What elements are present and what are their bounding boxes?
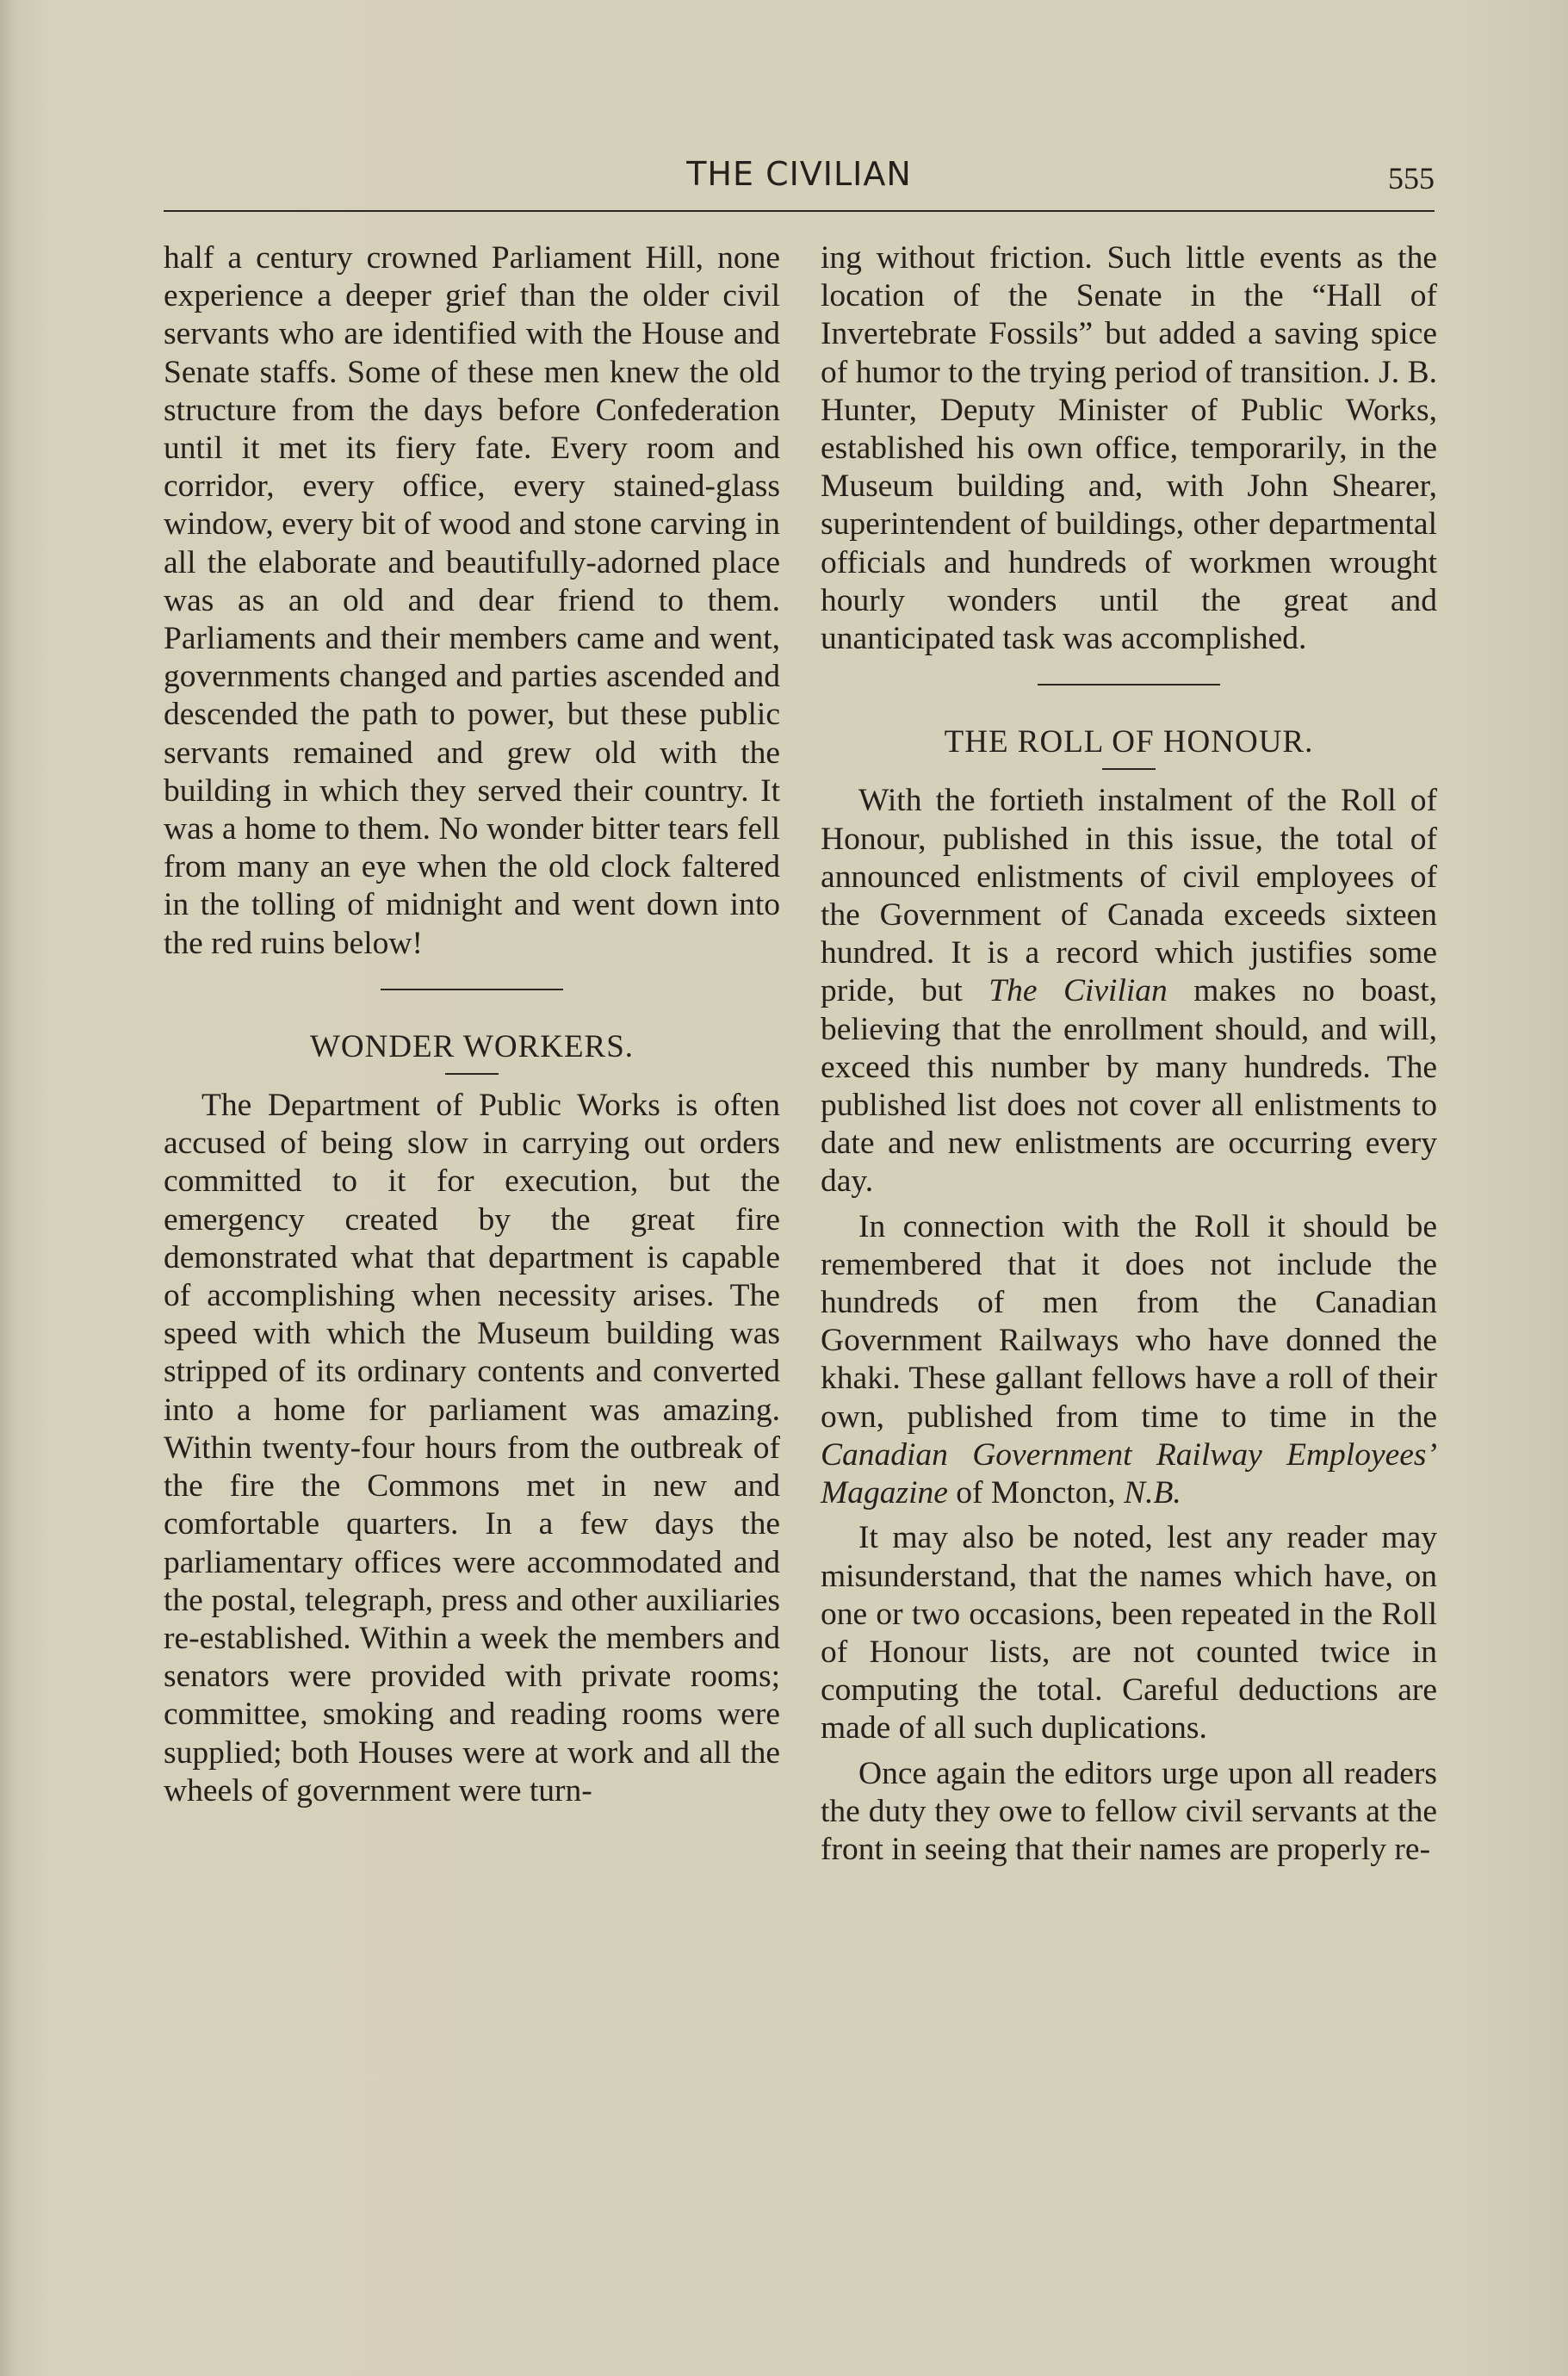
section-heading-wonder-workers: WONDER WORKERS.: [309, 1028, 635, 1064]
text-run: makes no boast, believing that the enrollment should, and will, exceed this number by many hundreds. The published list does not cover all enlistments to date and new enlistments are occurring every day.: [821, 973, 1437, 1200]
roll-paragraph-4: Once again the editors urge upon all readers the duty they owe to fellow civil servants at the front in seeing that their names are properly re-: [821, 1755, 1437, 1867]
header-rule: [164, 210, 1435, 212]
wonder-workers-paragraph: The Department of Public Works is often accused of being slow in carrying out orders committed to it for execution, but the emergency created by the great fire demonstrated what that department is capable of accomplishing when necessity arises. The speed with which the Museum building was stripped of its ordinary contents and converted into a home for parliament was amazing. Within twenty-four hours from the outbreak of the fire the Commons met in new and comfortable quarters. In a few days the parliamentary offices were accommodated and the postal, telegraph, press and other auxiliaries re-established. Within a week the members and senators were provided with private rooms; committee, smoking and reading rooms were supplied; both Houses were at work and all the wheels of government were turn-: [164, 1088, 780, 1808]
italic-title: The Civilian: [989, 973, 1168, 1009]
roll-paragraph-2: [821, 1208, 1437, 1513]
page-header: [164, 155, 1435, 207]
roll-paragraph-3: It may also be noted, lest any reader may misunderstand, that the names which have, on one or two occasions, been repeated in the Roll of Honour lists, are not counted twice in computing the total. Careful deductions are made of all such duplications.: [821, 1520, 1437, 1746]
heading-underline: [1102, 768, 1156, 770]
left-column: [164, 239, 780, 1810]
section-divider: [1038, 684, 1220, 686]
right-column: [821, 239, 1437, 1869]
continued-paragraph: half a century crowned Parliament Hill, none experience a deeper grief than the older civil servants who are identified with the House and Senate staffs. Some of these men knew the old structure from the days before Confederation until it met its fiery fate. Every room and corridor, every office, every stained-glass window, every bit of wood and stone carving in all the elaborate and beautifully-adorned place was as an old and dear friend to them. Parliaments and their members came and went, governments changed and parties ascended and descended the path to power, but these public servants remained and grew old with the building in which they served their country. It was a home to them. No wonder bitter tears fell from many an eye when the old clock faltered in the tolling of midnight and went down into the red ruins below!: [164, 240, 780, 961]
page-number: 555: [1388, 161, 1435, 195]
heading-underline: [445, 1073, 499, 1075]
text-run: With the fortieth instalment of the Roll of Honour, published in this issue, the total of announced enlistments of civil employees of the Government of Canada exceeds sixteen hundred. It is a record which justifies some pride, but: [821, 783, 1437, 1009]
text-run: In connection with the Roll it should be remembered that it does not include the hundreds of men from the Canadian Government Railways who have donned the khaki. These gallant fellows have a roll of their own, published from time to time in the: [821, 1208, 1437, 1435]
roll-paragraph-1: [821, 782, 1437, 1200]
section-divider: [381, 989, 563, 990]
italic-place: N.B.: [1124, 1475, 1181, 1511]
running-title: THE CIVILIAN: [686, 155, 912, 193]
section-heading-roll-of-honour: THE ROLL OF HONOUR.: [944, 724, 1314, 760]
text-run: of Moncton,: [947, 1475, 1125, 1511]
continued-paragraph: ing without friction. Such little events as the location of the Senate in the “Hall of Invertebrate Fossils” but added a saving spice of humor to the trying period of transition. J. B. Hunter, Deputy Minister of Public Works, established his own office, temporarily, in the Museum building and, with John Shearer, superintendent of buildings, other departmental officials and hundreds of workmen wrought hourly wonders until the great and unanticipated task was accomplished.: [821, 240, 1437, 657]
italic-magazine-title: Canadian Government Railway Employees’ Magazine: [821, 1436, 1437, 1511]
